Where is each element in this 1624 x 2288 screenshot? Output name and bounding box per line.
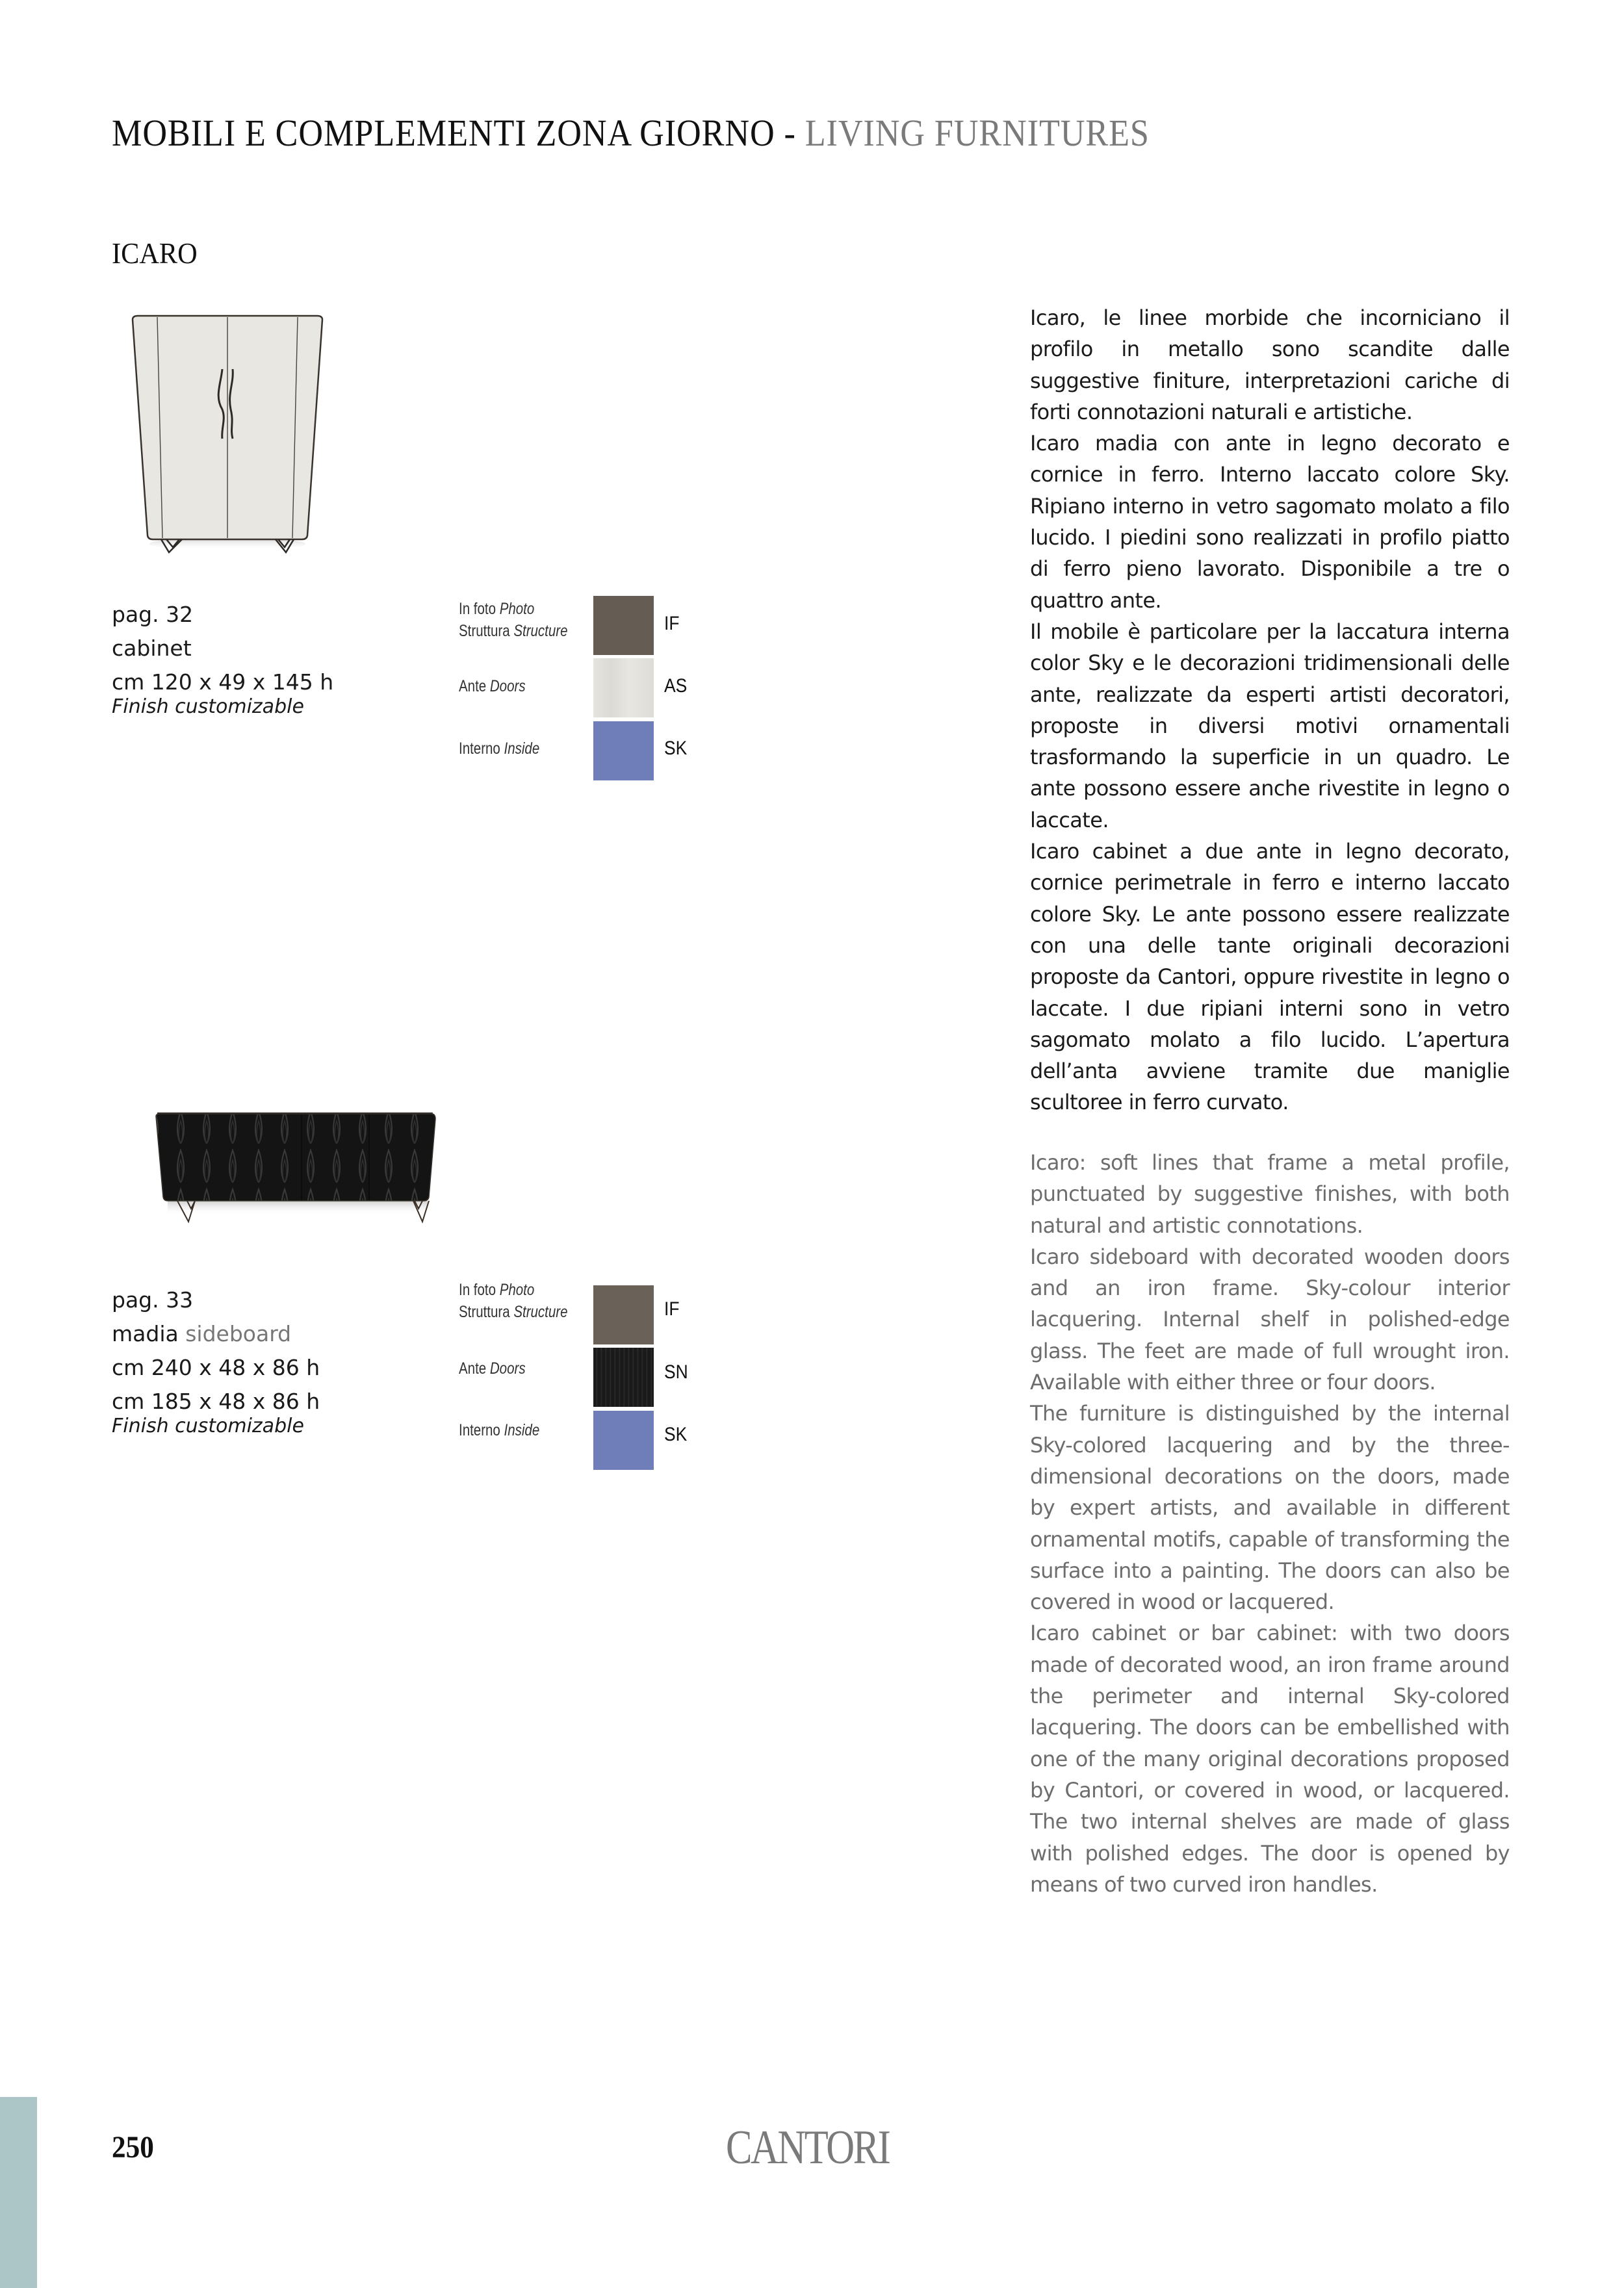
page-reference: pag. 32 xyxy=(112,602,194,627)
cabinet-specs xyxy=(112,598,333,721)
product-name: ICARO xyxy=(112,237,198,270)
paragraph: Il mobile è particolare per la laccatura interna color Sky e le decorazioni tridimensionali delle ante, realizzate da esperti artisti decoratori, proposte in diversi motivi ornamentali trasformando la superficie in un quadro. Le ante possono essere anche rivestite in legno o laccate. xyxy=(1030,619,1510,832)
sideboard-specs xyxy=(112,1283,320,1441)
section-color-bar xyxy=(0,2097,37,2288)
dimensions: cm 120 x 49 x 145 h xyxy=(112,669,334,695)
paragraph: Icaro madia con ante in legno decorato e cornice in ferro. Interno laccato colore Sky. Ripiano interno in vetro sagomato molato a filo lucido. I piedini sono realizzati in profilo piatto di ferro pieno lavorato. Disponibile a tre o quattro ante. xyxy=(1030,431,1510,613)
legend-label-photo-structure: In foto Photo Struttura Structure xyxy=(459,600,568,640)
swatch-structure xyxy=(593,596,654,655)
swatch-doors xyxy=(593,658,654,717)
finish-code-structure: IF xyxy=(664,613,680,634)
swatch-doors xyxy=(593,1348,654,1407)
dimensions-large: cm 240 x 48 x 86 h xyxy=(112,1355,320,1380)
swatch-structure xyxy=(593,1285,654,1344)
page-title-english: LIVING FURNITURES xyxy=(805,112,1150,154)
description-english xyxy=(1030,1147,1510,1900)
paragraph: The furniture is distinguished by the internal Sky-colored lacquering and by the three-dimensional decorations on the doors, made by expert artists, and available in different ornamental motifs, capable of transforming the surface into a painting. The doors can also be covered in wood or lacquered. xyxy=(1030,1401,1510,1615)
paragraph: Icaro: soft lines that frame a metal profile, punctuated by suggestive finishes, with both natural and artistic connotations. xyxy=(1030,1150,1510,1238)
description-italian xyxy=(1030,302,1510,1118)
swatch-inside xyxy=(593,721,654,780)
finish-code-structure: IF xyxy=(664,1298,680,1320)
paragraph: Icaro cabinet a due ante in legno decorato, cornice perimetrale in ferro e interno laccato colore Sky. Le ante possono essere realizzate con una delle tante originali decorazioni proposte da Cantori, oppure rivestite in legno o laccate. I due ripiani interni sono in vetro sagomato molato a filo lucido. L’apertura dell’anta avviene tramite due maniglie scultoree in ferro curvato. xyxy=(1030,839,1510,1115)
legend-label-photo-structure: In foto Photo Struttura Structure xyxy=(459,1281,568,1321)
dimensions-small: cm 185 x 48 x 86 h xyxy=(112,1389,320,1414)
page-reference: pag. 33 xyxy=(112,1287,194,1313)
product-type: cabinet xyxy=(112,636,192,661)
paragraph: Icaro cabinet or bar cabinet: with two doors made of decorated wood, an iron frame around the perimeter and internal Sky-colored lacquering. The doors can be embellished with one of the many original decorations proposed by Cantori, or covered in wood, or lacquered. The two internal shelves are made of glass with polished edges. The door is opened by means of two curved iron handles. xyxy=(1030,1621,1510,1897)
brand-logo: CANTORI xyxy=(726,2121,890,2174)
page-title xyxy=(112,112,1150,155)
finish-note: Finish customizable xyxy=(112,1415,304,1437)
finish-code-inside: SK xyxy=(664,1424,688,1445)
cabinet-photo xyxy=(123,312,331,554)
finish-note: Finish customizable xyxy=(112,695,304,718)
swatch-inside xyxy=(593,1411,654,1470)
sideboard-photo xyxy=(142,1105,448,1228)
sideboard-illustration xyxy=(142,1105,448,1228)
page-title-italian: MOBILI E COMPLEMENTI ZONA GIORNO xyxy=(112,112,775,154)
page-title-separator: - xyxy=(775,112,805,154)
finish-code-doors: AS xyxy=(664,675,688,697)
paragraph: Icaro, le linee morbide che incorniciano il profilo in metallo sono scandite dalle suggestive finiture, interpretazioni cariche di forti connotazioni naturali e artistiche. xyxy=(1030,305,1510,424)
page-number: 250 xyxy=(112,2130,154,2165)
product-type-english: sideboard xyxy=(185,1321,292,1346)
finish-code-inside: SK xyxy=(664,738,688,759)
finish-code-doors: SN xyxy=(664,1361,688,1383)
cabinet-illustration xyxy=(123,312,331,554)
legend-label-inside: Interno Inside xyxy=(459,739,540,758)
legend-label-doors: Ante Doors xyxy=(459,677,526,695)
paragraph: Icaro sideboard with decorated wooden doors and an iron frame. Sky-colour interior lacquering. Internal shelf in polished-edge glass. The feet are made of full wrought iron. Available with either three or four doors. xyxy=(1030,1244,1510,1395)
product-type: madia sideboard xyxy=(112,1321,292,1346)
legend-label-doors: Ante Doors xyxy=(459,1359,526,1378)
legend-label-inside: Interno Inside xyxy=(459,1421,540,1439)
